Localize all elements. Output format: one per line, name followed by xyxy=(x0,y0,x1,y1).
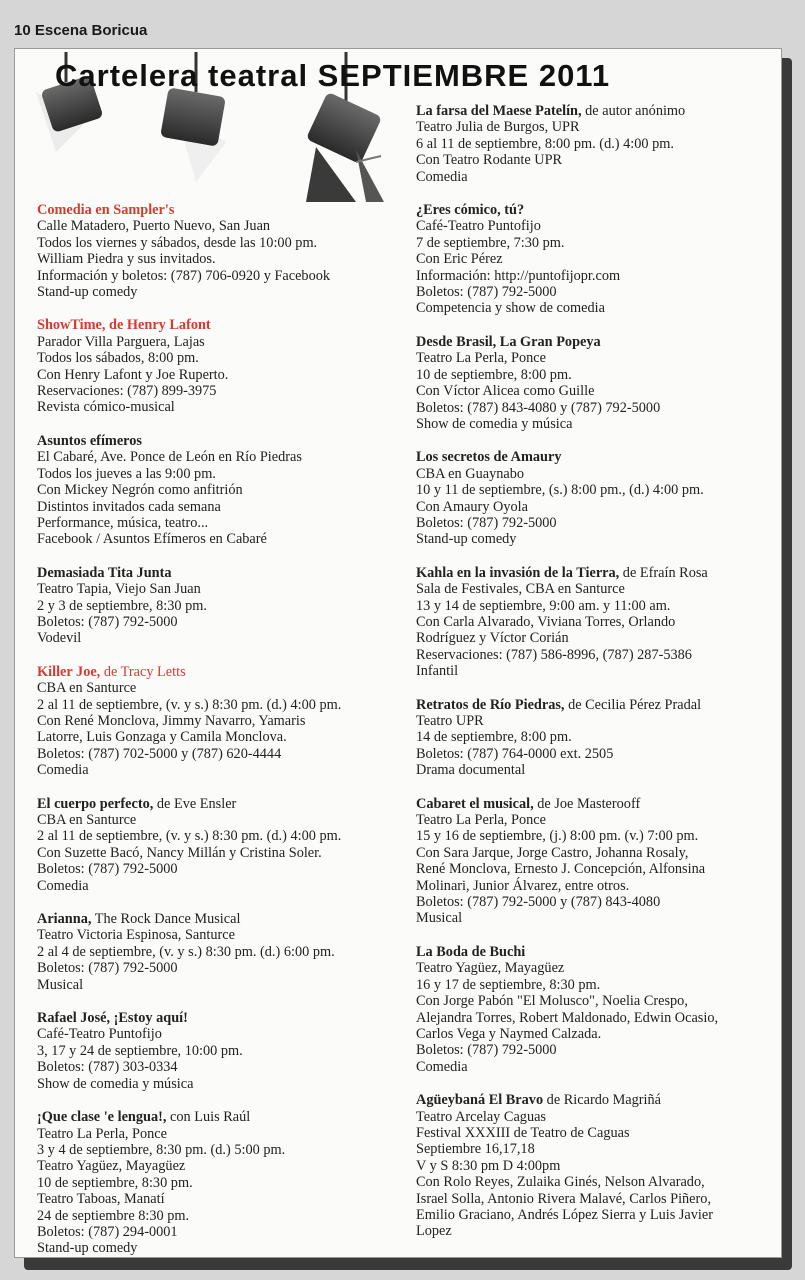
event-title: ¿Eres cómico, tú? xyxy=(416,202,525,219)
right-column xyxy=(416,103,778,1257)
event-listing xyxy=(416,202,778,317)
event-detail-line: Molinari, Junior Álvarez, entre otros. xyxy=(416,877,630,894)
event-detail-line: CBA en Guaynabo xyxy=(416,465,525,482)
event-detail-line: Parador Villa Parguera, Lajas xyxy=(37,333,205,350)
event-detail-line: Todos los viernes y sábados, desde las 10:00 pm. xyxy=(37,234,318,251)
event-listing xyxy=(416,944,778,1075)
event-detail-line: Musical xyxy=(37,976,84,993)
event-detail-line: Latorre, Luis Gonzaga y Camila Monclova. xyxy=(37,729,287,746)
event-detail-line: Información: http://puntofijopr.com xyxy=(416,267,621,284)
event-detail-line: Boletos: (787) 792-5000 y (787) 843-4080 xyxy=(416,894,661,911)
event-listing xyxy=(416,1092,778,1240)
event-detail-line: Con Jorge Pabón "El Molusco", Noelia Crespo, xyxy=(416,993,688,1010)
event-heading xyxy=(416,1092,778,1108)
event-detail-line: Stand-up comedy xyxy=(37,1240,138,1257)
event-detail-line: V y S 8:30 pm D 4:00pm xyxy=(416,1157,561,1174)
event-detail-line: Emilio Graciano, Andrés López Sierra y Luis Javier xyxy=(416,1206,713,1223)
event-detail-line: Teatro UPR xyxy=(416,713,484,729)
event-listing xyxy=(37,202,392,300)
event-heading xyxy=(37,565,392,581)
event-detail-line: Con Eric Pérez xyxy=(416,251,503,268)
event-title: ¡Que clase 'e lengua!, xyxy=(37,1109,167,1126)
event-detail-line: Boletos: (787) 843-4080 y (787) 792-5000 xyxy=(416,399,661,416)
event-detail-line: René Monclova, Ernesto J. Concepción, Alfonsina xyxy=(416,861,706,878)
event-detail-line: William Piedra y sus invitados. xyxy=(37,251,216,268)
event-title: Desde Brasil, La Gran Popeya xyxy=(416,333,601,350)
event-heading xyxy=(416,565,778,581)
event-detail-line: Teatro Arcelay Caguas xyxy=(416,1108,546,1125)
event-detail-line: Rodríguez y Víctor Corián xyxy=(416,630,569,647)
event-detail-line: 2 al 11 de septiembre, (v. y s.) 8:30 pm. (d.) 4:00 pm. xyxy=(37,828,342,845)
event-detail-line: Café-Teatro Puntofijo xyxy=(416,218,541,235)
event-listing xyxy=(37,433,392,548)
event-heading xyxy=(37,911,392,927)
left-column xyxy=(37,202,392,1274)
event-credit: de Cecilia Pérez Pradal xyxy=(564,696,702,713)
event-heading xyxy=(416,202,778,218)
event-heading xyxy=(37,202,392,218)
event-detail-line: Todos los sábados, 8:00 pm. xyxy=(37,350,199,367)
event-credit: de Tracy Letts xyxy=(100,663,186,680)
event-credit: con Luis Raúl xyxy=(166,1109,251,1126)
event-detail-line: Boletos: (787) 702-5000 y (787) 620-4444 xyxy=(37,745,282,762)
event-heading xyxy=(416,334,778,350)
event-title: El cuerpo perfecto, xyxy=(37,795,154,812)
event-credit: de Eve Ensler xyxy=(153,795,237,812)
event-credit: The Rock Dance Musical xyxy=(91,911,241,928)
event-detail-line: Teatro La Perla, Ponce xyxy=(416,350,546,367)
event-detail-line: Boletos: (787) 792-5000 xyxy=(416,1042,557,1059)
event-detail-line: Con Suzette Bacó, Nancy Millán y Cristina Soler. xyxy=(37,844,322,861)
event-detail-line: Festival XXXIII de Teatro de Caguas xyxy=(416,1124,630,1141)
event-detail-line: Teatro La Perla, Ponce xyxy=(416,812,546,829)
event-title: Demasiada Tita Junta xyxy=(37,564,172,581)
event-detail-line: CBA en Santurce xyxy=(37,680,137,697)
event-listing xyxy=(37,1109,392,1257)
event-heading xyxy=(37,1109,392,1125)
event-heading xyxy=(416,103,778,119)
event-detail-line: Teatro Victoria Espinosa, Santurce xyxy=(37,927,235,944)
event-listing xyxy=(416,697,778,779)
event-detail-line: Performance, música, teatro... xyxy=(37,514,209,531)
event-detail-line: Con Teatro Rodante UPR xyxy=(416,152,563,169)
event-listing xyxy=(416,565,778,680)
event-detail-line: 2 al 11 de septiembre, (v. y s.) 8:30 pm. (d.) 4:00 pm. xyxy=(37,696,342,713)
event-detail-line: Teatro Yagüez, Mayagüez xyxy=(37,1158,186,1175)
event-detail-line: Teatro Julia de Burgos, UPR xyxy=(416,119,580,136)
event-detail-line: 7 de septiembre, 7:30 pm. xyxy=(416,234,565,251)
event-detail-line: CBA en Santurce xyxy=(37,812,137,828)
event-heading xyxy=(37,796,392,812)
event-credit: de autor anónimo xyxy=(581,103,686,119)
event-listing xyxy=(416,796,778,927)
event-detail-line: Stand-up comedy xyxy=(37,284,138,301)
event-listing xyxy=(37,1010,392,1092)
event-title: Los secretos de Amaury xyxy=(416,449,562,466)
event-detail-line: 10 de septiembre, 8:30 pm. xyxy=(37,1174,193,1191)
event-detail-line: Lopez xyxy=(416,1223,452,1240)
event-title: Comedia en Sampler's xyxy=(37,202,175,218)
event-detail-line: Comedia xyxy=(37,762,89,779)
event-detail-line: 3, 17 y 24 de septiembre, 10:00 pm. xyxy=(37,1042,243,1059)
event-detail-line: 24 de septiembre 8:30 pm. xyxy=(37,1207,190,1224)
event-detail-line: Boletos: (787) 792-5000 xyxy=(416,514,557,531)
event-title: La farsa del Maese Patelín, xyxy=(416,103,582,119)
event-heading xyxy=(37,433,392,449)
event-title: Rafael José, ¡Estoy aquí! xyxy=(37,1010,188,1027)
event-detail-line: 2 al 4 de septiembre, (v. y s.) 8:30 pm. (d.) 6:00 pm. xyxy=(37,943,335,960)
event-detail-line: 13 y 14 de septiembre, 9:00 am. y 11:00 am. xyxy=(416,597,671,614)
event-detail-line: Con Henry Lafont y Joe Ruperto. xyxy=(37,366,229,383)
event-heading xyxy=(416,796,778,812)
event-detail-line: 3 y 4 de septiembre, 8:30 pm. (d.) 5:00 pm. xyxy=(37,1141,286,1158)
event-detail-line: Reservaciones: (787) 586-8996, (787) 287-5386 xyxy=(416,646,692,663)
event-heading xyxy=(416,944,778,960)
event-listing xyxy=(37,911,392,993)
event-detail-line: Alejandra Torres, Robert Maldonado, Edwin Ocasio, xyxy=(416,1009,719,1026)
event-detail-line: Con Víctor Alicea como Guille xyxy=(416,383,595,400)
event-detail-line: Comedia xyxy=(416,168,468,185)
event-detail-line: Con René Monclova, Jimmy Navarro, Yamaris xyxy=(37,712,306,729)
event-detail-line: Con Mickey Negrón como anfitrión xyxy=(37,482,243,499)
event-detail-line: 6 al 11 de septiembre, 8:00 pm. (d.) 4:00 pm. xyxy=(416,135,674,152)
event-detail-line: Comedia xyxy=(37,877,89,894)
event-detail-line: El Cabaré, Ave. Ponce de León en Río Piedras xyxy=(37,449,302,466)
event-detail-line: Competencia y show de comedia xyxy=(416,300,605,317)
event-detail-line: Sala de Festivales, CBA en Santurce xyxy=(416,581,625,598)
event-detail-line: Teatro Yagüez, Mayagüez xyxy=(416,960,565,977)
event-heading xyxy=(416,449,778,465)
event-detail-line: Boletos: (787) 792-5000 xyxy=(37,861,178,878)
event-detail-line: Todos los jueves a las 9:00 pm. xyxy=(37,465,216,482)
event-title: Killer Joe, xyxy=(37,663,101,680)
event-detail-line: Información y boletos: (787) 706-0920 y Facebook xyxy=(37,267,331,284)
event-listing xyxy=(416,334,778,432)
event-detail-line: Boletos: (787) 764-0000 ext. 2505 xyxy=(416,745,614,762)
event-credit: de Joe Masterooff xyxy=(533,795,641,812)
event-title: Asuntos efímeros xyxy=(37,432,142,449)
running-head: 10 Escena Boricua xyxy=(14,22,148,39)
page-title: Cartelera teatral SEPTIEMBRE 2011 xyxy=(55,58,611,93)
event-detail-line: Comedia xyxy=(416,1058,468,1075)
event-detail-line: Facebook / Asuntos Efímeros en Cabaré xyxy=(37,531,267,548)
event-detail-line: Israel Solla, Antonio Rivera Malavé, Carlos Piñero, xyxy=(416,1190,712,1207)
event-heading xyxy=(416,697,778,713)
event-detail-line: Carlos Vega y Naymed Calzada. xyxy=(416,1025,602,1042)
event-detail-line: Musical xyxy=(416,910,463,927)
event-detail-line: 15 y 16 de septiembre, (j.) 8:00 pm. (v.) 7:00 pm. xyxy=(416,828,699,845)
event-detail-line: Teatro La Perla, Ponce xyxy=(37,1125,167,1142)
event-heading xyxy=(37,664,392,680)
event-credit: de Ricardo Magriñá xyxy=(543,1092,662,1109)
event-detail-line: Con Carla Alvarado, Viviana Torres, Orlando xyxy=(416,613,676,630)
event-detail-line: Calle Matadero, Puerto Nuevo, San Juan xyxy=(37,218,271,235)
event-detail-line: Revista cómico-musical xyxy=(37,399,175,416)
event-title: Agüeybaná El Bravo xyxy=(416,1092,544,1109)
event-detail-line: Con Rolo Reyes, Zulaika Ginés, Nelson Alvarado, xyxy=(416,1174,705,1191)
event-listing xyxy=(37,565,392,647)
event-title: Kahla en la invasión de la Tierra, xyxy=(416,564,620,581)
event-detail-line: Reservaciones: (787) 899-3975 xyxy=(37,383,217,400)
event-heading xyxy=(37,317,392,333)
event-detail-line: Teatro Taboas, Manatí xyxy=(37,1191,165,1208)
event-listing xyxy=(37,664,392,779)
event-detail-line: Distintos invitados cada semana xyxy=(37,498,221,515)
event-detail-line: Vodevil xyxy=(37,630,82,647)
event-title: Cabaret el musical, xyxy=(416,795,534,812)
event-detail-line: Stand-up comedy xyxy=(416,531,517,548)
event-detail-line: 10 de septiembre, 8:00 pm. xyxy=(416,366,572,383)
event-detail-line: Show de comedia y música xyxy=(416,415,573,432)
event-credit: de Efraín Rosa xyxy=(619,564,708,581)
event-detail-line: Boletos: (787) 303-0334 xyxy=(37,1059,178,1076)
event-listing xyxy=(37,796,392,894)
event-detail-line: Con Amaury Oyola xyxy=(416,498,528,515)
event-detail-line: Septiembre 16,17,18 xyxy=(416,1141,535,1158)
event-detail-line: Boletos: (787) 792-5000 xyxy=(37,613,178,630)
event-detail-line: 14 de septiembre, 8:00 pm. xyxy=(416,729,572,746)
event-heading xyxy=(37,1010,392,1026)
event-detail-line: 10 y 11 de septiembre, (s.) 8:00 pm., (d.) 4:00 pm. xyxy=(416,482,704,499)
event-detail-line: Teatro Tapia, Viejo San Juan xyxy=(37,581,201,598)
event-detail-line: Infantil xyxy=(416,663,459,680)
event-detail-line: Drama documental xyxy=(416,762,526,779)
event-detail-line: 2 y 3 de septiembre, 8:30 pm. xyxy=(37,597,207,614)
event-detail-line: 16 y 17 de septiembre, 8:30 pm. xyxy=(416,976,601,993)
event-detail-line: Café-Teatro Puntofijo xyxy=(37,1026,162,1043)
event-detail-line: Con Sara Jarque, Jorge Castro, Johanna Rosaly, xyxy=(416,844,689,861)
event-detail-line: Boletos: (787) 294-0001 xyxy=(37,1223,178,1240)
event-detail-line: Show de comedia y música xyxy=(37,1075,194,1092)
event-title: Arianna, xyxy=(37,911,92,928)
event-title: ShowTime, de Henry Lafont xyxy=(37,317,211,334)
event-listing xyxy=(416,449,778,547)
event-detail-line: Boletos: (787) 792-5000 xyxy=(37,960,178,977)
event-detail-line: Boletos: (787) 792-5000 xyxy=(416,284,557,301)
event-title: La Boda de Buchi xyxy=(416,943,526,960)
event-title: Retratos de Río Piedras, xyxy=(416,696,565,713)
event-listing xyxy=(37,317,392,415)
event-listing xyxy=(416,103,778,185)
